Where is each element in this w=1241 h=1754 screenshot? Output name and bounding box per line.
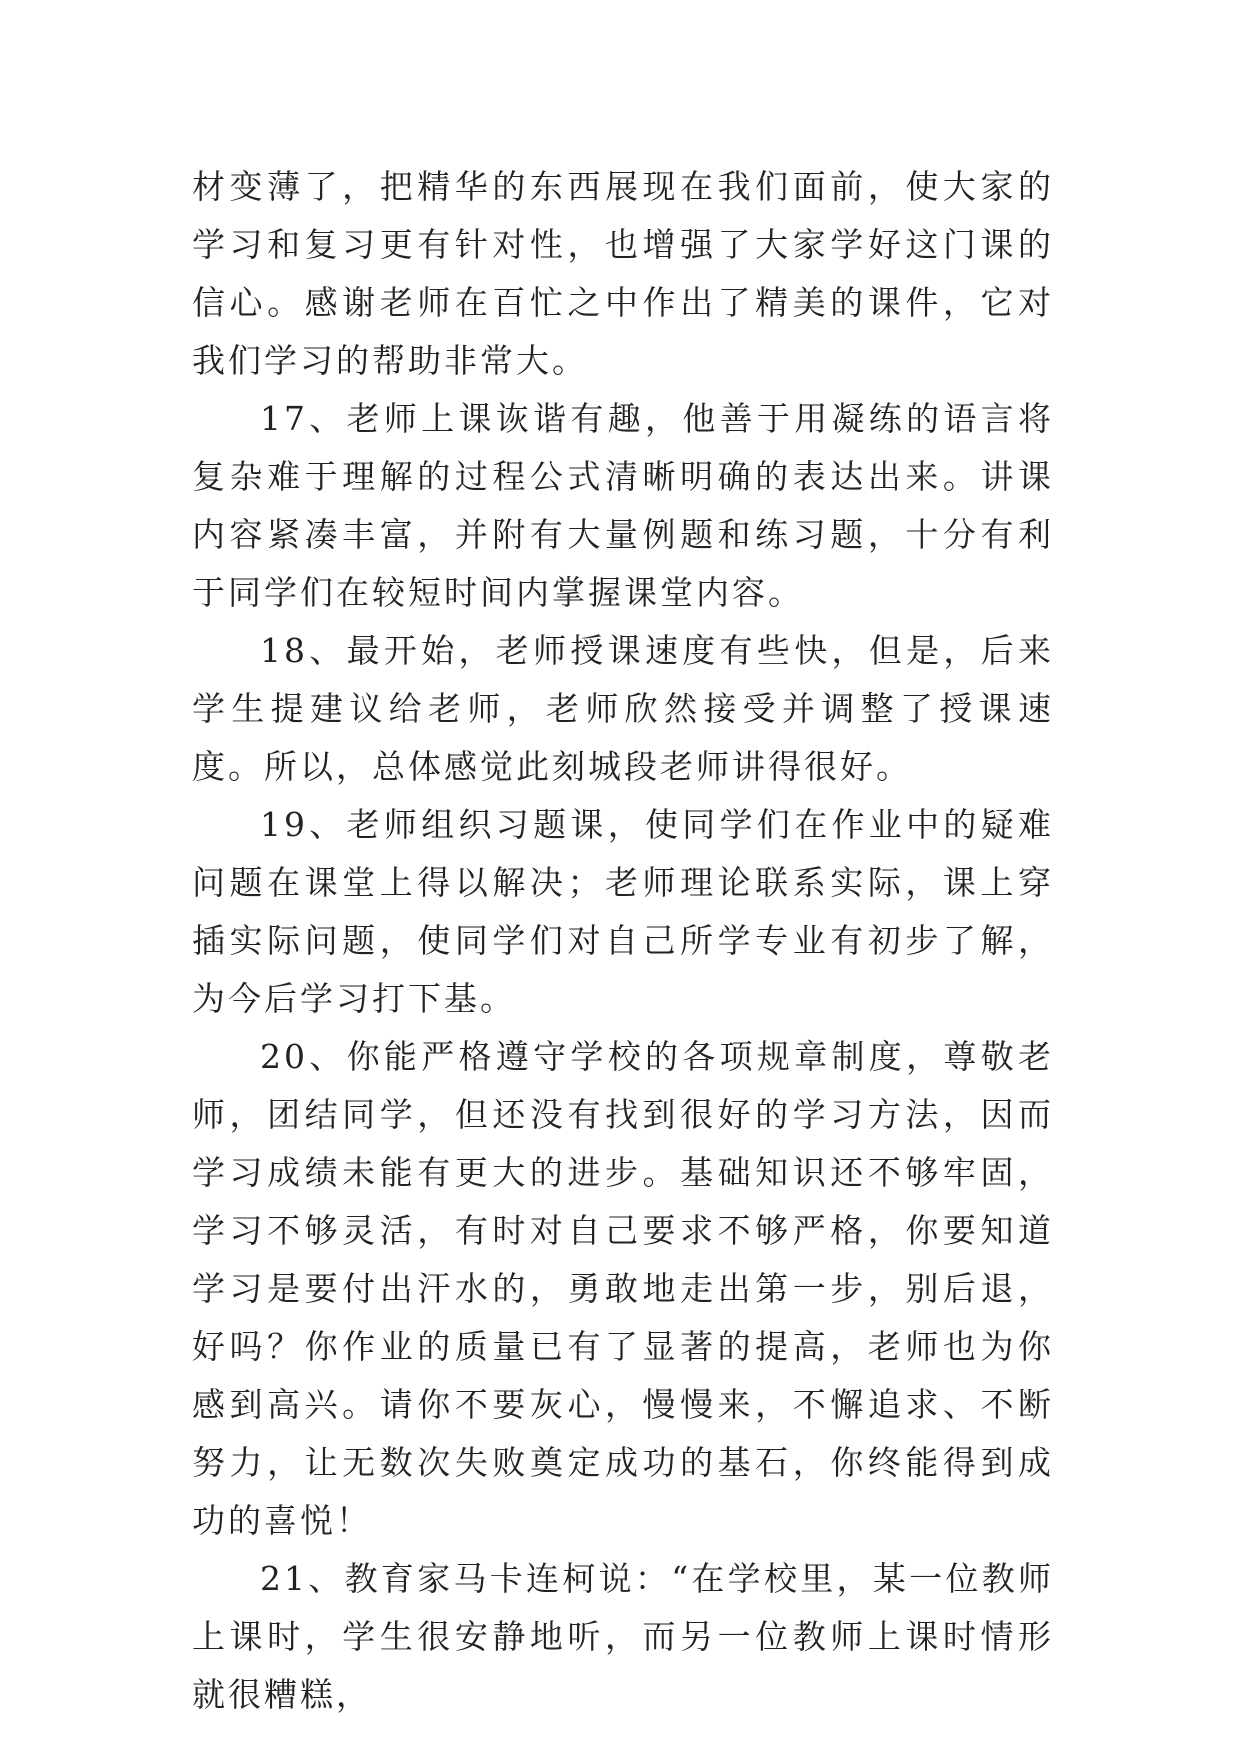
paragraph-20: 20、你能严格遵守学校的各项规章制度，尊敬老师，团结同学，但还没有找到很好的学习方法，因而学习成绩未能有更大的进步。基础知识还不够牢固，学习不够灵活，有时对自己要求不够严格，你要知道学习是要付出汗水的，勇敢地走出第一步，别后退，好吗？你作业的质量已有了显著的提高，老师也为你感到高兴。请你不要灰心，慢慢来，不懈追求、不断努力，让无数次失败奠定成功的基石，你终能得到成功的喜悦！ xyxy=(192,1037,1054,1540)
document-body xyxy=(192,158,1054,1724)
paragraph-17: 17、老师上课诙谐有趣，他善于用凝练的语言将复杂难于理解的过程公式清晰明确的表达出来。讲课内容紧凑丰富，并附有大量例题和练习题，十分有利于同学们在较短时间内掌握课堂内容。 xyxy=(192,399,1054,612)
paragraph-continued: 材变薄了，把精华的东西展现在我们面前，使大家的学习和复习更有针对性，也增强了大家学好这门课的信心。感谢老师在百忙之中作出了精美的课件，它对我们学习的帮助非常大。 xyxy=(192,167,1054,380)
paragraph-21: 21、教育家马卡连柯说：“在学校里，某一位教师上课时，学生很安静地听，而另一位教师上课时情形就很糟糕， xyxy=(192,1559,1054,1714)
paragraph-19: 19、老师组织习题课，使同学们在作业中的疑难问题在课堂上得以解决；老师理论联系实际，课上穿插实际问题，使同学们对自己所学专业有初步了解，为今后学习打下基。 xyxy=(192,805,1054,1018)
paragraph-18: 18、最开始，老师授课速度有些快，但是，后来学生提建议给老师，老师欣然接受并调整了授课速度。所以，总体感觉此刻城段老师讲得很好。 xyxy=(192,631,1054,786)
